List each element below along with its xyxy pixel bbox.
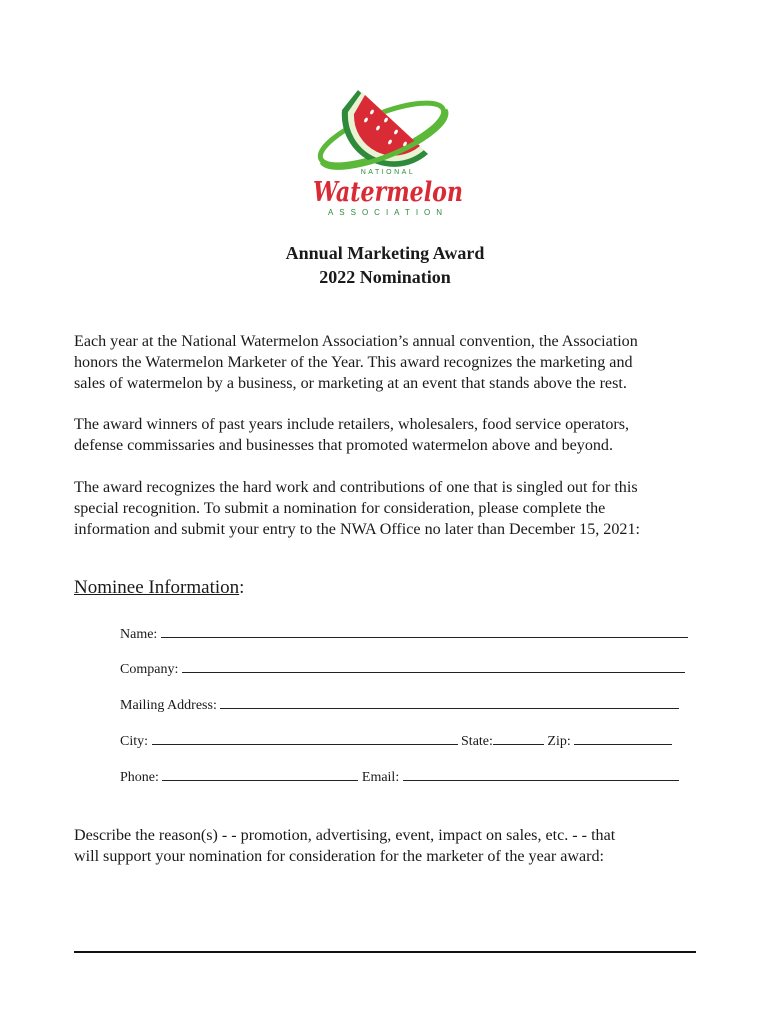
- nominee-heading-colon: :: [239, 577, 245, 598]
- mailing-address-field[interactable]: [220, 695, 679, 709]
- company-label: Company:: [120, 662, 179, 677]
- nominee-heading-text: Nominee Information: [74, 577, 240, 598]
- describe-prompt: [74, 825, 714, 867]
- logo-watermelon-text: Watermelon: [313, 177, 463, 208]
- page-title: Annual Marketing Award: [285, 243, 485, 263]
- company-field-row: [120, 659, 685, 678]
- state-label: State:: [461, 734, 493, 749]
- paragraph-line: The award recognizes the hard work and contributions of one that is singled out for this: [74, 479, 638, 496]
- logo-association-text: ASSOCIATION: [327, 208, 449, 217]
- zip-label: Zip:: [547, 734, 571, 749]
- email-label: Email:: [361, 770, 400, 785]
- paragraph-line: special recognition. To submit a nomination for consideration, please complete the: [74, 500, 606, 517]
- nominee-section-heading: [74, 577, 244, 599]
- nwa-logo: [300, 62, 475, 222]
- paragraph-line: The award winners of past years include retailers, wholesalers, food service operators,: [74, 416, 630, 433]
- state-field[interactable]: [493, 731, 544, 745]
- mailing-address-label: Mailing Address:: [120, 698, 217, 713]
- email-field[interactable]: [403, 767, 679, 781]
- phone-label: Phone:: [120, 770, 159, 785]
- past-winners-paragraph: [74, 414, 714, 456]
- city-field[interactable]: [152, 731, 458, 745]
- city-state-zip-row: [120, 731, 672, 750]
- phone-field[interactable]: [162, 767, 358, 781]
- submission-paragraph: [74, 477, 714, 540]
- city-label: City:: [120, 734, 149, 749]
- page-subtitle: 2022 Nomination: [319, 267, 451, 287]
- paragraph-line: honors the Watermelon Marketer of the Year. This award recognizes the marketing and: [74, 354, 633, 371]
- name-field[interactable]: [161, 624, 688, 638]
- logo-national-text: NATIONAL: [360, 169, 416, 176]
- intro-paragraph: [74, 331, 714, 394]
- paragraph-line: sales of watermelon by a business, or marketing at an event that stands above the rest.: [74, 375, 627, 392]
- paragraph-line: information and submit your entry to the NWA Office no later than December 15, 2021:: [74, 521, 640, 538]
- company-field[interactable]: [182, 659, 685, 673]
- address-field-row: [120, 695, 679, 714]
- name-field-row: [120, 624, 688, 643]
- paragraph-line: Each year at the National Watermelon Association’s annual convention, the Association: [74, 333, 638, 350]
- answer-line[interactable]: [74, 951, 696, 953]
- zip-field[interactable]: [574, 731, 672, 745]
- paragraph-line: defense commissaries and businesses that promoted watermelon above and beyond.: [74, 437, 613, 454]
- name-label: Name:: [120, 627, 158, 642]
- paragraph-line: will support your nomination for consideration for the marketer of the year award:: [74, 848, 605, 865]
- phone-email-row: [120, 767, 679, 786]
- paragraph-line: Describe the reason(s) - - promotion, advertising, event, impact on sales, etc. - - that: [74, 827, 616, 844]
